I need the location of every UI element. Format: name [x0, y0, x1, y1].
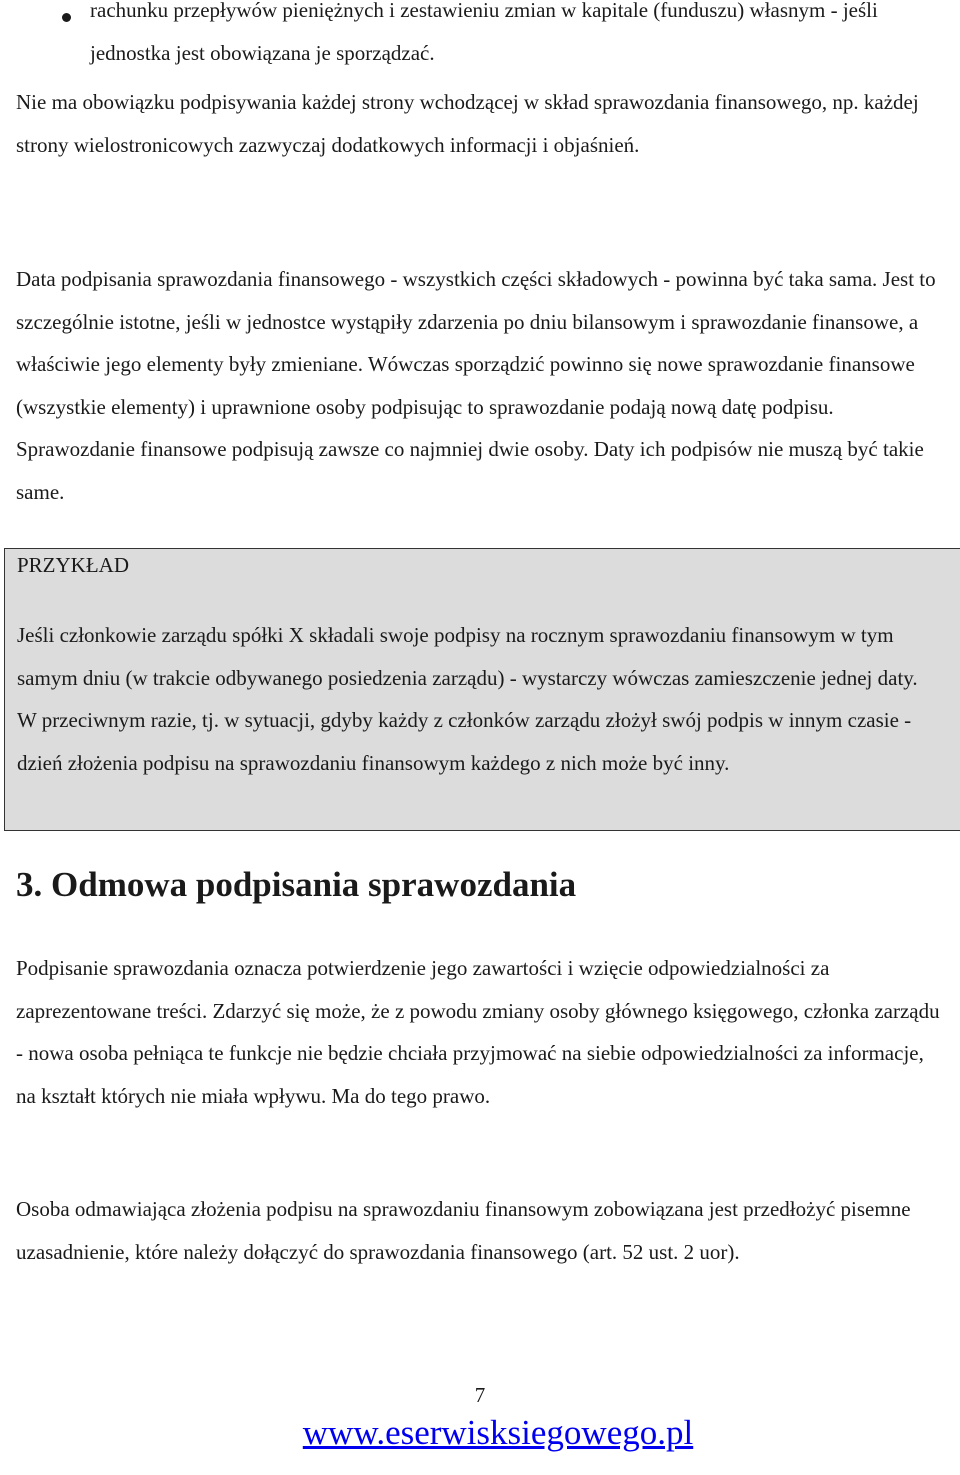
paragraph-signing-pages: Nie ma obowiązku podpisywania każdej strony wchodzącej w skład sprawozdania finansowego, np. każdej strony wielostronicowych zazwyczaj dodatkowych informacji i objaśnień.	[16, 90, 919, 157]
page-number: 7	[474, 1383, 486, 1407]
paragraph-signing-date: Data podpisania sprawozdania finansowego - wszystkich części składowych - powinna być taka sama. Jest to szczególnie istotne, jeśli w jednostce wystąpiły zdarzenia po dniu bilansowym i sprawozdanie finansowe, a właściwie jego elementy były zmieniane. Wówczas sporządzić powinno się nowe sprawozdanie finansowe (wszystkie elementy) i uprawnione osoby podpisując to sprawozdanie podają nową datę podpisu. Sprawozdanie finansowe podpisują zawsze co najmniej dwie osoby. Daty ich podpisów nie muszą być takie same.	[16, 267, 936, 504]
example-text: Jeśli członkowie zarządu spółki X składali swoje podpisy na rocznym sprawozdaniu finansowym w tym samym dniu (w trakcie odbywanego posiedzenia zarządu) - wystarczy wówczas zamieszczenie jednej daty. W przeciwnym razie, tj. w sytuacji, gdyby każdy z członków zarządu złożył swój podpis w innym czasie - dzień złożenia podpisu na sprawozdaniu finansowym każdego z nich może być inny.	[17, 623, 918, 775]
paragraph-refusal-justification: Osoba odmawiająca złożenia podpisu na sprawozdaniu finansowym zobowiązana jest przedłożyć pisemne uzasadnienie, które należy dołączyć do sprawozdania finansowego (art. 52 ust. 2 uor).	[16, 1197, 911, 1264]
paragraph-refusal-meaning: Podpisanie sprawozdania oznacza potwierdzenie jego zawartości i wzięcie odpowiedzialności za zaprezentowane treści. Zdarzyć się może, że z powodu zmiany osoby głównego księgowego, członka zarządu - nowa osoba pełniąca te funkcje nie będzie chciała przyjmować na siebie odpowiedzialności za informacje, na kształt których nie miała wpływu. Ma do tego prawo.	[16, 956, 940, 1108]
bullet-icon	[62, 13, 71, 22]
example-box	[4, 548, 960, 831]
website-link[interactable]: www.eserwisksiegowego.pl	[302, 1413, 694, 1452]
bullet-text: rachunku przepływów pieniężnych i zestawieniu zmian w kapitale (funduszu) własnym - jeśli jednostka jest obowiązana je sporządzać.	[90, 0, 878, 65]
section-heading: 3. Odmowa podpisania sprawozdania	[16, 865, 577, 904]
example-title: PRZYKŁAD	[17, 553, 130, 577]
